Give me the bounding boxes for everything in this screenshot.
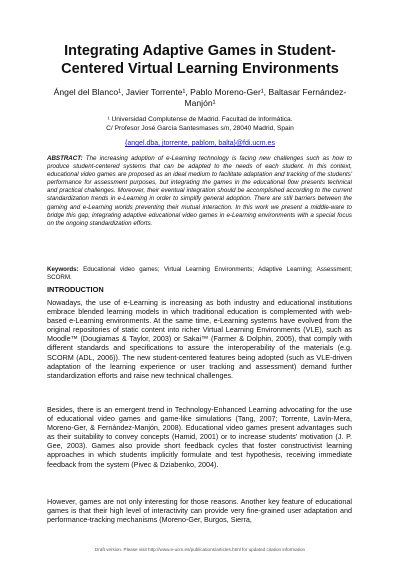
email-link[interactable]: {angel.dba, jtorrente, pablom, balta}@fdi.ucm.es (125, 140, 275, 147)
affiliation (50, 115, 350, 133)
draft-footer: Draft version. Please visit http://www.e-ucm.es/publications/articles.html for updated citation information (94, 547, 306, 552)
author-email (50, 139, 350, 148)
affiliation-line-1: ¹ Universidad Complutense de Madrid. Facultad de Informática. (107, 116, 293, 123)
keywords (47, 266, 352, 282)
author-list: Ángel del Blanco¹, Javier Torrente¹, Pablo Moreno-Ger¹, Baltasar Fernández-Manjón¹ (53, 87, 347, 108)
intro-paragraph-3: However, games are not only interesting for those reasons. Another key feature of educational games is that their high level of interactivity can provide very fine-grained user adaptation and performance-tracking mechanisms (Moreno-Ger, Burgos, Sierra, (47, 497, 352, 525)
paper-title: Integrating Adaptive Games in Student-Centered Virtual Learning Environments (61, 43, 339, 77)
abstract (47, 155, 352, 228)
abstract-text: The increasing adoption of e-Learning technology is facing new challenges such as how to produce student-centered systems that can be adapted to the needs of each student. In this context, educational video games are proposed as an ideal medium to facilitate adaptation and tracking of the students' performance for assessment purposes, but integrating the games in the educational flow presents technical and practical challenges. Moreover, their eventual integration should be accomplished according to the current standardization trends in e-Learning in order to simplify general adoption. There are still barriers between the gaming and e-Learning worlds preventing their mutual interaction. In this work we present a middle-ware to bridge this gap, integrating adaptive educational video games in e-Learning environments with a special focus on the ongoing standardization efforts. (47, 155, 352, 227)
affiliation-line-2: C/ Profesor José García Santesmases s/n, 28040 Madrid, Spain (106, 125, 294, 132)
intro-paragraph-1: Nowadays, the use of e-Learning is increasing as both industry and educational institutions embrace blended learning models in which traditional education is complemented with web-based e-Learning environments. At the same time, e-Learning systems have evolved from the original repositories of static content into richer Virtual Learning Environments (VLE), such as Moodle™ (Dougiamas & Taylor, 2003) or Sakai™ (Farmer & Dolphin, 2005), that comply with different standards and specifications to assure the interoperability of the materials (e.g. SCORM (ADL, 2006)). The new student-centered features being adopted (such as VLE-driven adaptation of the learning experience or user tracking and assessment) demand further standardization efforts and raise new technical challenges. (47, 298, 352, 380)
keywords-text: Educational video games; Virtual Learning Environments; Adaptive Learning; Assessment; SCORM. (47, 266, 352, 282)
abstract-label: ABSTRACT: (47, 155, 83, 162)
section-heading-introduction: INTRODUCTION (47, 285, 104, 294)
keywords-label: Keywords: (47, 266, 79, 273)
intro-paragraph-2: Besides, there is an emergent trend in Technology-Enhanced Learning advocating for the use of educational video games and game-like simulations (Tang, 2007; Torrente, Lavín-Mera, Moreno-Ger, & Fernández-Manjón, 2008). Educational video games present advantages such as their suitability to convey concepts (Hamid, 2001) or to increase students' motivation (J. P. Gee, 2003). Games also provide short feedback cycles that foster constructivist learning approaches in which students implicitly formulate and test hypothesis, receiving immediate feedback from the system (Pivec & Dziabenko, 2004). (47, 405, 352, 469)
